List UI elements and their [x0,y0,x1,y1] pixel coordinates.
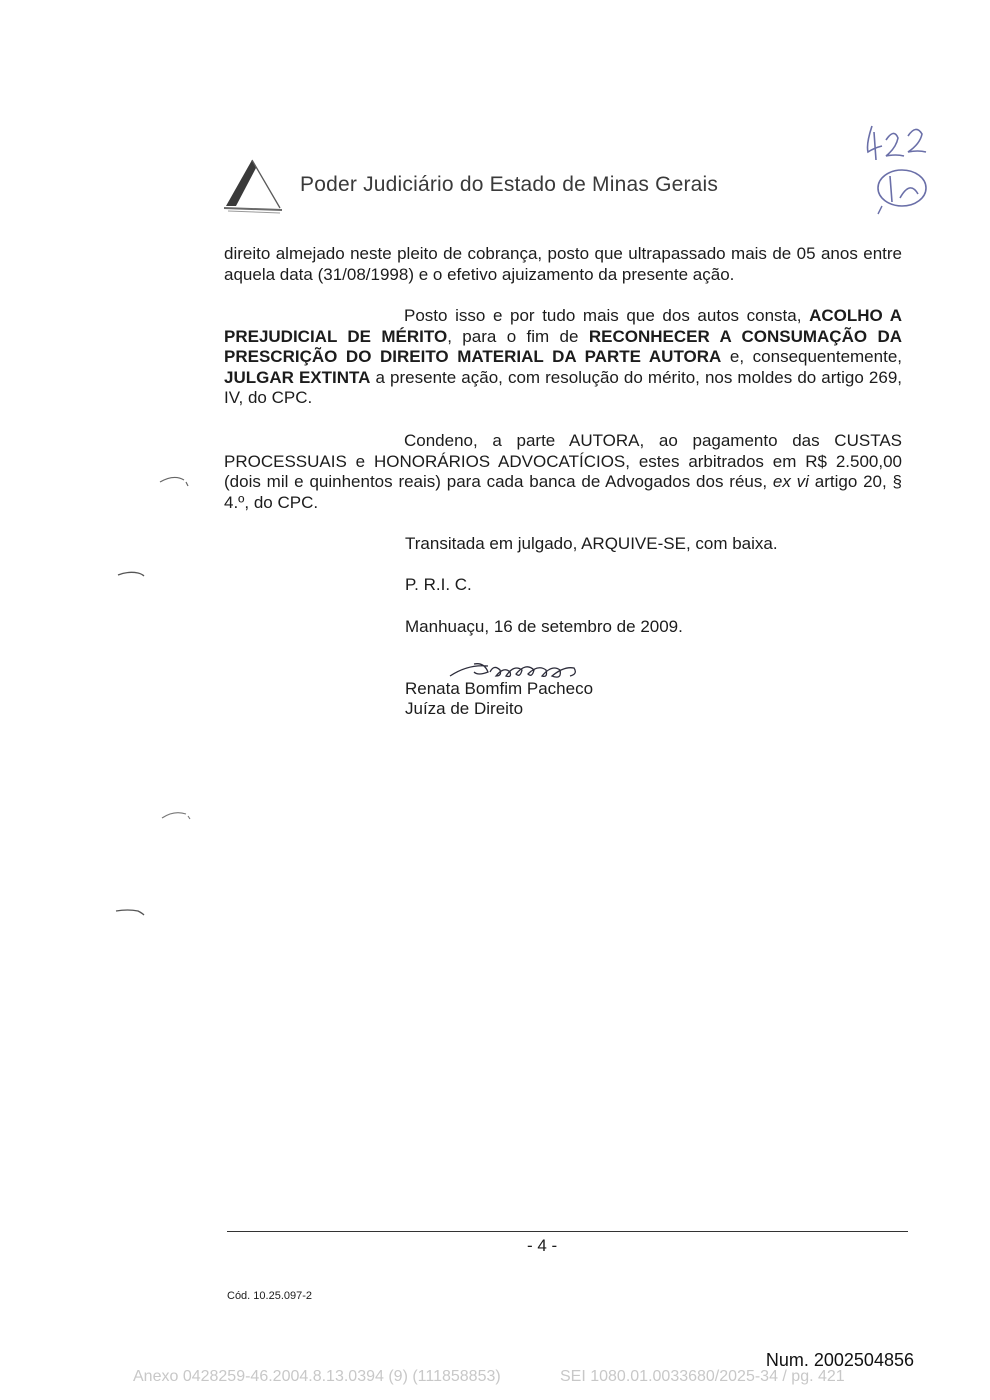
paragraph-text: a presente ação, com resolução do mérito, nos moldes do artigo 269, IV, do CPC. [224,367,902,407]
paragraph-text: artigo 20, § 4.º, do CPC. [224,472,902,512]
signer-name: Renata Bomfim Pacheco [405,679,594,698]
bold-text: ACOLHO A PREJUDICIAL DE MÉRITO [224,306,903,346]
paragraph-costs [224,431,902,513]
paragraph-text: direito almejado neste pleito de cobrança, posto que ultrapassado mais de 05 anos entre aquela data (31/08/1998) e o efetivo ajuizamento da presente ação. [224,244,902,284]
header-title: Poder Judiciário do Estado de Minas Gerais [300,173,719,196]
form-code: Cód. 10.25.097-2 [227,1290,313,1302]
margin-mark [158,472,198,492]
paragraph-text: Posto isso e por tudo mais que dos autos consta, [404,306,810,325]
bold-text: JULGAR EXTINTA [224,367,371,387]
document-number: Num. 2002504856 [765,1350,914,1370]
paragraph-text: , para o fim de [447,326,589,346]
paragraph-prescription-context [224,244,902,285]
margin-mark [160,806,200,826]
pric-line: P. R.I. C. [405,575,472,594]
page-number: - 4 - [527,1236,558,1255]
bold-text: RECONHECER A CONSUMAÇÃO DA PRESCRIÇÃO DO DIREITO MATERIAL DA PARTE AUTORA [224,326,903,366]
footer-rule [227,1231,908,1232]
signer-role: Juíza de Direito [405,699,524,718]
date-line: Manhuaçu, 16 de setembro de 2009. [405,617,683,636]
paragraph-text: Condeno, a parte AUTORA, ao pagamento das CUSTAS PROCESSUAIS e HONORÁRIOS ADVOCATÍCIOS, estes arbitrados em R$ 2.500,00 (dois mil e quinhentos reais) para cada banca de Advogados dos réus, [224,431,902,491]
sei-reference: SEI 1080.01.0033680/2025-34 / pg. 421 [560,1368,845,1385]
annex-reference: Anexo 0428259-46.2004.8.13.0394 (9) (111858853) [133,1368,501,1385]
paragraph-ruling [224,306,902,409]
margin-mark [116,565,156,585]
italic-text: ex vi [772,472,809,491]
paragraph-text: e, consequentemente, [721,347,902,366]
handwritten-folio-stamp [860,118,940,218]
court-logo-icon [222,156,284,216]
transitada-line: Transitada em julgado, ARQUIVE-SE, com baixa. [405,534,778,553]
margin-mark [114,903,154,923]
